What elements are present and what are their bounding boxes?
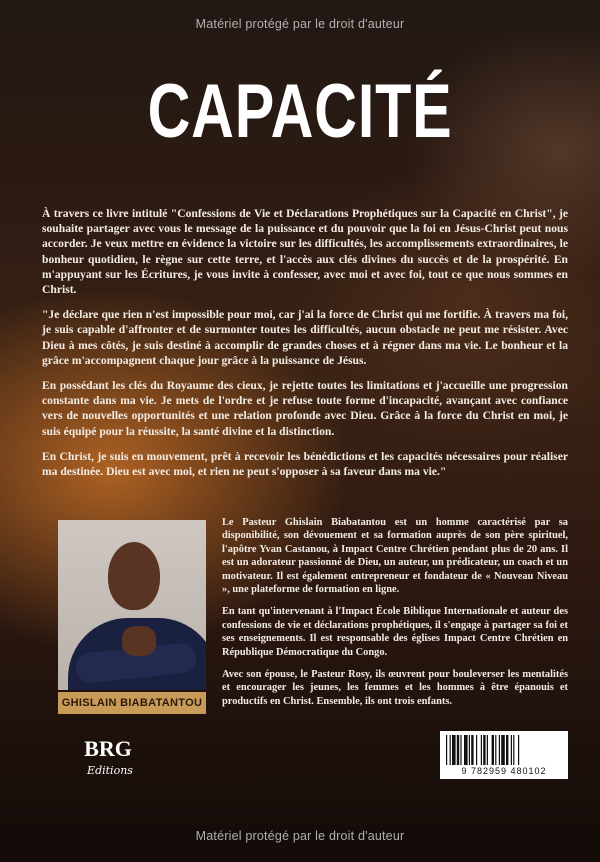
copyright-watermark-bottom: Matériel protégé par le droit d'auteur bbox=[195, 829, 405, 843]
barcode-bar bbox=[446, 735, 447, 765]
barcode-bar bbox=[511, 735, 512, 765]
barcode-bars bbox=[446, 735, 562, 765]
author-photo-hand bbox=[122, 626, 156, 656]
barcode-bar bbox=[481, 735, 482, 765]
barcode-number: 9 782959 480102 bbox=[461, 766, 547, 776]
publisher-logo-mark: BRG bbox=[84, 736, 132, 761]
synopsis-paragraph: En Christ, je suis en mouvement, prêt à recevoir les bénédictions et les capacités nécessaires pour réaliser ma destinée. Dieu est avec moi, et rien ne peut s'opposer à sa faveur dans ma vie." bbox=[42, 449, 568, 479]
barcode-bar bbox=[450, 735, 451, 765]
barcode-bar bbox=[492, 735, 494, 765]
barcode-bar bbox=[469, 735, 470, 765]
copyright-watermark-top: Matériel protégé par le droit d'auteur bbox=[195, 17, 405, 31]
barcode-bar bbox=[476, 735, 477, 765]
publisher-logo bbox=[83, 730, 133, 780]
author-name: GHISLAIN BIABATANTOU bbox=[61, 697, 203, 709]
bio-paragraph: Avec son épouse, le Pasteur Rosy, ils œuvrent pour bouleverser les mentalités et encourager les jeunes, les femmes et les hommes à être épanouis et productifs en Christ. Ensemble, ils ont trois enfants. bbox=[222, 669, 568, 707]
book-title: CAPACITÉ bbox=[147, 69, 453, 154]
barcode-bar bbox=[464, 735, 468, 765]
barcode-bar bbox=[452, 735, 456, 765]
publisher-logo-sub: Editions bbox=[87, 764, 133, 777]
author-photo-face bbox=[108, 542, 160, 610]
synopsis-paragraph: "Je déclare que rien n'est impossible pour moi, car j'ai la force de Christ qui me fortifie. À travers ma foi, je suis capable d'affronter et de surmonter toutes les difficultés, aucun obstacle ne peut me résister. Avec Dieu à mes côtés, je suis destiné à accomplir de grandes choses et à régner dans ma vie. Le bonheur et la grâce m'accompagnent chaque jour grâce à la puissance de Jésus. bbox=[42, 308, 568, 367]
bio-paragraph: Le Pasteur Ghislain Biabatantou est un homme caractérisé par sa disponibilité, son dévouement et sa formation auprès de son père spirituel, l'apôtre Yvan Castanou, à Impact Centre Chrétien pendant plus de 20 ans. Il est un adorateur passionné de Dieu, un auteur, un prédicateur, un coach et un motivateur. Il est également entrepreneur et fondateur de « Nouveau Niveau », une plateforme de formation en ligne. bbox=[222, 517, 568, 596]
barcode-bar bbox=[499, 735, 500, 765]
barcode-bar bbox=[513, 735, 514, 765]
author-nameplate bbox=[58, 692, 206, 714]
bio-paragraph: En tant qu'intervenant à l'Impact École Biblique Internationale et auteur des confessions de vie et déclarations prophétiques, il s'engage à partager sa foi et ses enseignements. Il est responsable des églises Impact Centre Chrétien en République Démocratique du Congo. bbox=[222, 606, 568, 658]
barcode-bar bbox=[506, 735, 508, 765]
synopsis-paragraph: En possédant les clés du Royaume des cieux, je rejette toutes les limitations et j'accueille une progression constante dans ma vie. Je mets de l'ordre et je refuse toute forme d'incapacité, avançant avec confiance vers de nouvelles opportunités et une relation profonde avec Dieu. Grâce à la force du Christ en moi, je suis équipé pour la réussite, la santé divine et la distinction. bbox=[42, 379, 568, 438]
author-biography bbox=[222, 516, 568, 717]
barcode-bar bbox=[483, 735, 485, 765]
barcode-bar bbox=[501, 735, 505, 765]
barcode-bar bbox=[495, 735, 496, 765]
synopsis bbox=[42, 206, 568, 489]
barcode-bar bbox=[471, 735, 473, 765]
barcode-bar bbox=[457, 735, 459, 765]
author-photo bbox=[58, 520, 206, 690]
barcode-bar bbox=[460, 735, 461, 765]
isbn-barcode bbox=[440, 731, 568, 779]
synopsis-paragraph: À travers ce livre intitulé "Confessions de Vie et Déclarations Prophétiques sur la Capacité en Christ", je souhaite partager avec vous le message de la puissance et du pouvoir que la foi en Jésus-Christ peut nous accorder. Je veux mettre en évidence la victoire sur les difficultés, les accomplissements extraordinaires, le bonheur quotidien, le règne sur cette terre, et l'accès aux clés divines du succès et de la prospérité. En m'appuyant sur les Écritures, je vous invite à confesser, avec moi et avec foi, tout ce que nous sommes en Christ. bbox=[42, 207, 568, 297]
barcode-bar bbox=[518, 735, 519, 765]
barcode-bar bbox=[487, 735, 488, 765]
